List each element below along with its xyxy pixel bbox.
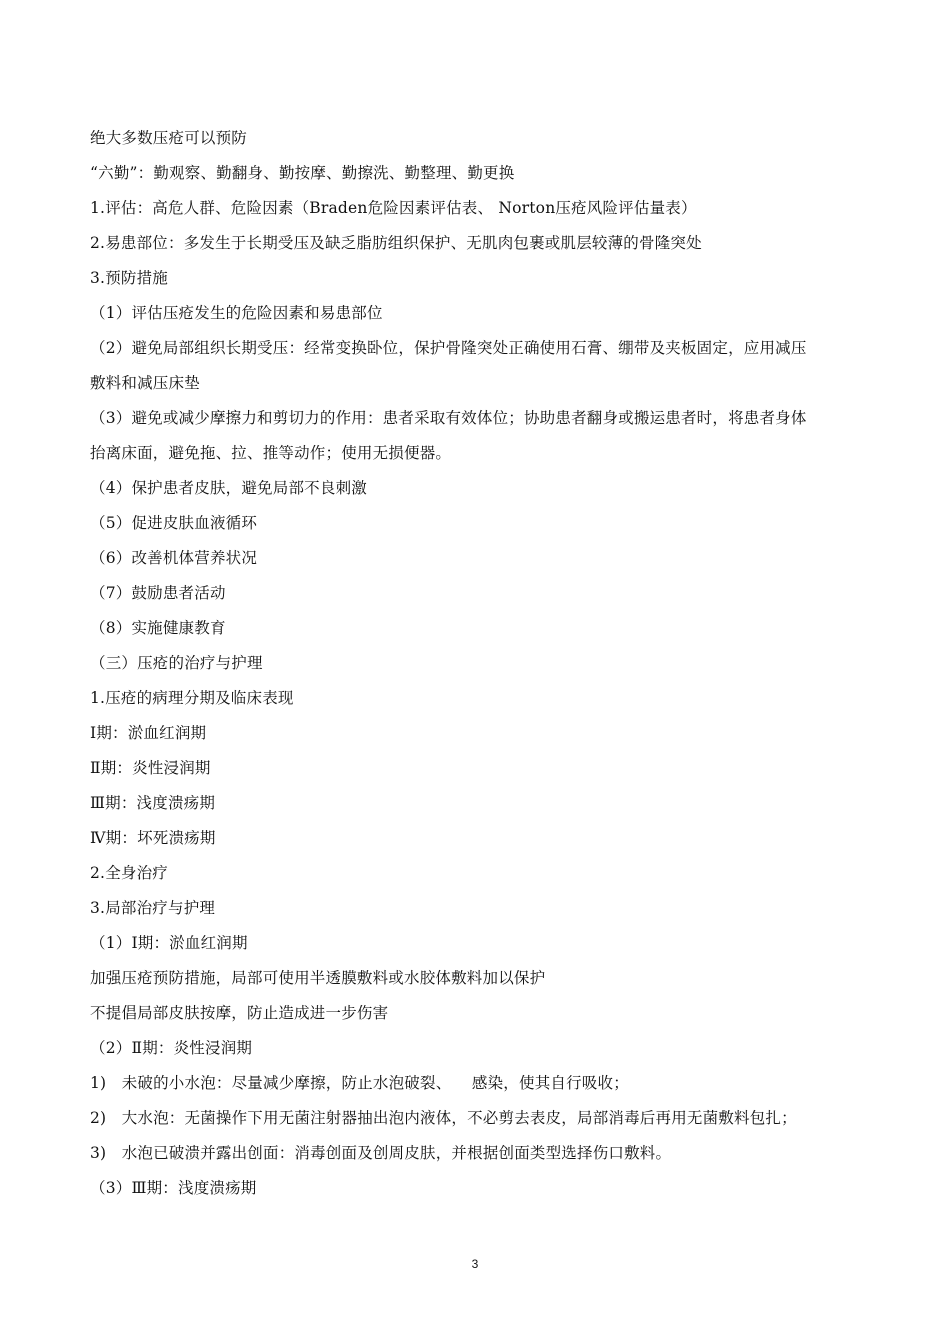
section-heading: 3.局部治疗与护理	[90, 899, 216, 917]
list-item: （2）Ⅱ期：炎性浸润期	[90, 1039, 253, 1057]
list-item-continuation: 敷料和减压床垫	[90, 374, 200, 392]
list-item: （8）实施健康教育	[90, 619, 226, 637]
numbered-item: 1) 未破的小水泡：尽量减少摩擦，防止水泡破裂、 感染，使其自行吸收；	[90, 1074, 629, 1092]
list-item: （3）Ⅲ期：浅度溃疡期	[90, 1179, 257, 1197]
section-heading: （三）压疮的治疗与护理	[90, 654, 263, 672]
paragraph-line: “六勤”：勤观察、勤翻身、勤按摩、勤擦洗、勤整理、勤更换	[90, 164, 515, 182]
list-item: （4）保护患者皮肤，避免局部不良刺激	[90, 479, 367, 497]
stage-item: Ⅳ期：坏死溃疡期	[90, 829, 216, 847]
list-item: （3）避免或减少摩擦力和剪切力的作用：患者采取有效体位；协助患者翻身或搬运患者时，将患者身体	[90, 409, 807, 427]
list-item: （1）评估压疮发生的危险因素和易患部位	[90, 304, 383, 322]
section-heading: 1.压疮的病理分期及临床表现	[90, 689, 294, 707]
list-item: （2）避免局部组织长期受压：经常变换卧位，保护骨隆突处正确使用石膏、绷带及夹板固定，应用减压	[90, 339, 807, 357]
paragraph-line: 加强压疮预防措施，局部可使用半透膜敷料或水胶体敷料加以保护	[90, 969, 546, 987]
stage-item: Ⅰ期：淤血红润期	[90, 724, 207, 742]
stage-item: Ⅱ期：炎性浸润期	[90, 759, 211, 777]
paragraph-line: 2.易患部位：多发生于长期受压及缺乏脂肪组织保护、无肌肉包裹或肌层较薄的骨隆突处	[90, 234, 702, 252]
list-item: （5）促进皮肤血液循环	[90, 514, 258, 532]
stage-item: Ⅲ期：浅度溃疡期	[90, 794, 216, 812]
paragraph-line: 不提倡局部皮肤按摩，防止造成进一步伤害	[90, 1004, 389, 1022]
section-heading: 3.预防措施	[90, 269, 168, 287]
list-item: （7）鼓励患者活动	[90, 584, 226, 602]
paragraph-line: 1.评估：高危人群、危险因素（Braden危险因素评估表、 Norton压疮风险评估量表）	[90, 199, 697, 217]
numbered-item: 3) 水泡已破溃并露出创面：消毒创面及创周皮肤，并根据创面类型选择伤口敷料。	[90, 1144, 672, 1162]
list-item: （1）Ⅰ期：淤血红润期	[90, 934, 248, 952]
paragraph-line: 绝大多数压疮可以预防	[90, 129, 248, 147]
numbered-item: 2) 大水泡：无菌操作下用无菌注射器抽出泡内液体，不必剪去表皮，局部消毒后再用无菌敷料包扎；	[90, 1109, 797, 1127]
section-heading: 2.全身治疗	[90, 864, 168, 882]
list-item-continuation: 抬离床面，避免拖、拉、推等动作；使用无损便器。	[90, 444, 452, 462]
list-item: （6）改善机体营养状况	[90, 549, 258, 567]
page-number: 3	[471, 1257, 479, 1271]
